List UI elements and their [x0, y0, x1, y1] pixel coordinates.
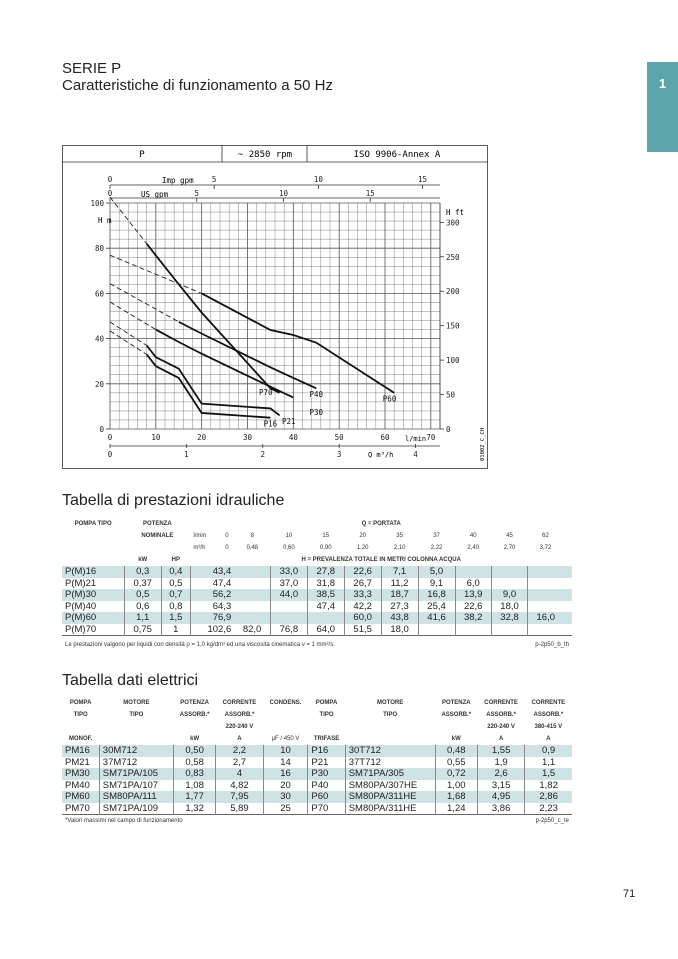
h-tick-label: 80: [94, 244, 104, 254]
imp-gpm-label: Imp gpm: [162, 176, 194, 185]
motor-1ph: 37M712: [99, 757, 173, 769]
lmin-value: 15: [322, 533, 330, 539]
motor-1ph: SM71PA/105: [99, 768, 173, 780]
m3h-value: 3,72: [539, 545, 552, 551]
curve-label: P70: [259, 387, 273, 397]
current-1ph: 4: [216, 768, 263, 780]
power-kw: 0,6: [124, 601, 161, 613]
power-header: POTENZA: [143, 521, 172, 527]
current-1ph: 5,89: [216, 803, 263, 815]
power-hp: 1: [161, 624, 190, 636]
table-row: [62, 612, 572, 624]
us-gpm-label: US gpm: [141, 190, 169, 199]
current-1ph: 2,7: [216, 757, 263, 769]
m3h-header: m³/h: [193, 545, 206, 551]
motor-header-3ph: MOTORE: [377, 700, 404, 706]
ft-tick-label: 250: [446, 252, 460, 262]
curve-label: P16: [263, 419, 278, 429]
power-3ph: 0,55: [435, 757, 477, 769]
current-3ph-b: 1,82: [539, 779, 558, 791]
head-value: [234, 566, 270, 578]
chart-curves: [110, 197, 397, 428]
capacitor: 10: [263, 745, 308, 757]
table-row: [62, 566, 572, 578]
chapter-tab: [647, 62, 678, 152]
pump-model: P(M)16: [62, 566, 124, 578]
head-value: 33,3: [344, 589, 381, 601]
current-3ph-a: 3,86: [478, 803, 525, 815]
head-value: 11,2: [381, 578, 418, 590]
lmin-tick-label: 70: [426, 433, 436, 442]
current-1ph: 4,82: [216, 780, 263, 792]
head-value: [491, 578, 527, 590]
chart-model-label: P: [139, 150, 145, 160]
curve-p70: [147, 244, 280, 393]
table-row: [62, 601, 572, 613]
imp-gpm-tick-label: 15: [418, 175, 428, 184]
h-tick-label: 100: [90, 199, 104, 208]
table-row: [62, 791, 572, 803]
head-value: [234, 589, 270, 601]
a-unit-3ph-b: A: [546, 736, 551, 742]
motor-1ph: 30M712: [99, 745, 173, 757]
pump-header: POMPA: [69, 700, 92, 706]
current-3ph-a: 3,15: [478, 780, 525, 792]
curve-dashed-p30: [110, 302, 156, 330]
kw-header: kW: [138, 557, 148, 563]
power-3ph: 1,68: [435, 791, 477, 803]
ft-tick-label: 200: [446, 287, 460, 297]
head-value: 18,0: [381, 624, 418, 636]
pump-model-1ph: PM40: [62, 780, 99, 792]
table-row: [62, 803, 572, 815]
head-value: 18,7: [381, 589, 418, 601]
lmin-value: 62: [542, 533, 549, 539]
current-3ph-b: 2,86: [525, 791, 572, 803]
head-value: [528, 578, 564, 590]
head-value: [234, 612, 270, 624]
electrical-table-title: Tabella dati elettrici: [62, 672, 199, 689]
trifase-header: TRIFASE: [313, 736, 340, 742]
pump-model: P(M)40: [62, 601, 124, 613]
q-axis-label: Q m³/h: [368, 451, 394, 459]
head-value: [455, 624, 491, 636]
us-gpm-tick-label: 5: [194, 189, 199, 198]
electrical-note: *Valori massimi nel campo di funzionamento: [62, 815, 435, 825]
head-value: 76,8: [270, 624, 307, 636]
pump-model-1ph: PM60: [62, 791, 99, 803]
m3h-value: 1,20: [356, 545, 369, 551]
head-value: [528, 601, 564, 613]
lmin-value: 10: [285, 533, 293, 539]
power-kw: 0,75: [124, 624, 161, 636]
curve-dashed-p40: [110, 284, 179, 322]
motor-type-header: TIPO: [129, 712, 144, 718]
current-3ph-a: 2,6: [478, 768, 525, 780]
pump-model-1ph: PM70: [62, 803, 99, 815]
h-tick-label: 0: [99, 425, 104, 434]
ft-tick-label: 50: [446, 390, 456, 400]
table-row: [62, 757, 572, 769]
m3h-value: 2,22: [430, 545, 443, 551]
head-header: H = PREVALENZA TOTALE IN METRI COLONNA ACQUA: [301, 557, 461, 563]
power-3ph: 0,48: [435, 745, 477, 757]
power-1ph: 1,08: [173, 780, 215, 792]
voltage-1ph: 220-240 V: [225, 724, 254, 730]
head-value: 16,8: [418, 589, 455, 601]
lmin-tick-label: 20: [197, 433, 207, 442]
pump-model-3ph: P21: [308, 757, 345, 769]
head-value: 43,4: [190, 566, 234, 578]
motor-1ph: SM71PA/109: [99, 803, 173, 815]
pump-model-3ph: P30: [308, 768, 345, 780]
power-kw: 0,3: [124, 566, 161, 578]
head-value: [418, 624, 455, 636]
lmin-value: 40: [469, 533, 477, 539]
power-1ph: 0,50: [173, 745, 215, 757]
electrical-code: p-2p50_c_te: [435, 815, 572, 825]
curve-p16: [147, 354, 271, 417]
chart-code: 01002_C_CH: [480, 427, 486, 461]
monof-header: MONOF.: [68, 736, 93, 742]
head-value: 18,0: [491, 601, 527, 613]
lmin-tick-label: 60: [380, 433, 390, 442]
lmin-tick-label: 0: [107, 433, 113, 442]
hydraulic-note: Le prestazioni valgono per liquidi con densità ρ = 1,0 kg/dm³ ed una viscosità cinematica ν = 1 mm²/s.: [62, 636, 455, 652]
current-3ph-b: 2,23: [539, 802, 558, 814]
imp-gpm-tick-label: 10: [313, 175, 323, 184]
motor-3ph: 30T712: [345, 745, 435, 757]
motor-1ph: SM71PA/107: [99, 780, 173, 792]
pump-model-1ph: PM21: [62, 757, 99, 769]
h-tick-label: 40: [94, 334, 104, 344]
head-value: 60,0: [344, 612, 381, 624]
absorbed-header: ASSORB.*: [179, 712, 210, 718]
hydraulic-table: [62, 518, 572, 651]
head-value: 82,0: [234, 624, 270, 636]
nominal-header: NOMINALE: [141, 533, 174, 539]
head-value: 44,0: [270, 589, 307, 601]
head-value: [528, 589, 564, 601]
absorbed-current-header-3ph-a: ASSORB.*: [486, 712, 516, 718]
curve-label: P21: [281, 417, 296, 427]
table-row: [62, 624, 572, 636]
hydraulic-table-title: Tabella di prestazioni idrauliche: [62, 492, 285, 509]
absorbed-current-header: ASSORB.*: [224, 712, 255, 718]
power-hp: 0,5: [161, 578, 190, 590]
capacitor-header: CONDENS.: [269, 700, 302, 706]
head-value: [491, 624, 527, 636]
motor-3ph: SM80PA/311HE: [345, 791, 435, 803]
q-tick-label: 4: [413, 450, 418, 459]
lmin-tick-label: 40: [288, 433, 298, 442]
head-value: [270, 612, 307, 624]
h-m-axis-label: H m: [98, 216, 112, 225]
power-kw: 0,5: [124, 589, 161, 601]
head-value: 37,0: [270, 578, 307, 590]
current-3ph-b: 0,9: [525, 745, 572, 757]
m3h-value: 2,40: [467, 545, 480, 551]
motor-type-header-3ph: TIPO: [383, 712, 398, 718]
head-value: 31,8: [307, 578, 344, 590]
capacitor: 20: [263, 780, 308, 792]
power-kw: 0,37: [124, 578, 161, 590]
pump-model-1ph: PM16: [62, 745, 99, 757]
current-3ph-a: 4,95: [478, 791, 525, 803]
current-3ph-b: 1,5: [525, 768, 572, 780]
head-value: 9,1: [418, 578, 455, 590]
head-value: 38,5: [307, 589, 344, 601]
lmin-header: l/min: [193, 533, 207, 539]
head-value: 42,2: [344, 601, 381, 613]
head-value: 13,9: [455, 589, 491, 601]
power-header: POTENZA: [180, 700, 209, 706]
absorbed-header-3ph: ASSORB.*: [441, 712, 472, 718]
performance-chart: [62, 145, 488, 470]
ft-tick-label: 150: [446, 321, 460, 331]
capacitor: 14: [263, 757, 308, 769]
imp-gpm-tick-label: 5: [211, 175, 217, 184]
h-tick-label: 60: [94, 289, 104, 299]
curve-label: P30: [309, 408, 324, 418]
power-1ph: 1,32: [173, 803, 215, 815]
lmin-value: 35: [396, 533, 403, 539]
power-3ph: 1,24: [435, 803, 477, 815]
capacitor: 16: [263, 768, 308, 780]
head-value: 64,0: [307, 624, 344, 636]
lmin-value: 0: [225, 533, 229, 539]
chart-speed-label: ~ 2850 rpm: [237, 150, 293, 160]
capacitor: 25: [263, 803, 308, 815]
h-ft-axis-label: H ft: [446, 208, 465, 217]
head-value: 64,3: [212, 600, 232, 612]
head-value: 27,8: [307, 566, 344, 578]
power-3ph: 1,00: [435, 780, 477, 792]
table-row: [62, 768, 572, 780]
m3h-value: 0,60: [283, 545, 295, 551]
pump-model-3ph: P16: [308, 745, 345, 757]
voltage-3ph-b: 380-415 V: [534, 724, 563, 730]
chart-norm-label: ISO 9906-Annex A: [353, 150, 441, 160]
curve-label: P60: [382, 394, 397, 404]
pump-model-3ph: P60: [308, 791, 345, 803]
head-value: [234, 578, 270, 590]
head-value: 47,4: [307, 601, 344, 613]
power-hp: 0,4: [161, 566, 190, 578]
head-value: 102,6: [207, 623, 232, 635]
q-tick-label: 0: [107, 450, 113, 459]
power-header-3ph: POTENZA: [441, 700, 471, 706]
curve-label: P40: [309, 390, 324, 400]
head-value: 5,0: [418, 566, 455, 578]
current-1ph: 7,95: [216, 791, 263, 803]
head-value: 16,0: [528, 612, 564, 624]
h-tick-label: 20: [94, 379, 104, 389]
pump-model-1ph: PM30: [62, 768, 99, 780]
head-value: [234, 601, 270, 613]
voltage-3ph-a: 220-240 V: [487, 724, 515, 730]
chart-axis-text: [90, 175, 460, 459]
head-value: 51,5: [344, 624, 381, 636]
head-value: 25,4: [418, 601, 455, 613]
head-value: [270, 601, 307, 613]
type-header: TIPO: [73, 712, 88, 718]
table-row: [62, 578, 572, 590]
curve-p30: [156, 330, 294, 398]
motor-1ph: SM80PA/111: [99, 791, 173, 803]
table-row: [62, 745, 572, 757]
head-value: [491, 566, 527, 578]
power-1ph: 0,83: [173, 768, 215, 780]
hp-header: HP: [171, 557, 180, 563]
page-subtitle: Caratteristiche di funzionamento a 50 Hz: [62, 77, 333, 94]
head-value: [455, 566, 491, 578]
head-value: 26,7: [344, 578, 381, 590]
pump-model: P(M)30: [62, 589, 124, 601]
current-3ph-b: 1,1: [542, 756, 556, 768]
pump-header-3ph: POMPA: [315, 700, 338, 706]
power-hp: 1,5: [161, 612, 190, 624]
a-unit-3ph-a: A: [498, 736, 504, 742]
imp-gpm-tick-label: 0: [107, 175, 113, 184]
head-value: 7,1: [381, 566, 418, 578]
head-value: [528, 566, 564, 578]
current-1ph: 2,2: [216, 745, 263, 757]
q-tick-label: 1: [184, 450, 189, 459]
power-3ph: 0,72: [435, 768, 477, 780]
head-value: 43,8: [381, 612, 418, 624]
motor-3ph: SM80PA/307HE: [345, 780, 435, 792]
head-value: 32,8: [491, 612, 527, 624]
power-kw: 1,1: [124, 612, 161, 624]
power-hp: 0,8: [161, 601, 190, 613]
motor-3ph: SM80PA/311HE: [345, 803, 435, 815]
lmin-axis-label: l/min: [405, 435, 427, 443]
pump-model-3ph: P70: [308, 803, 345, 815]
m3h-value: 0: [225, 545, 229, 551]
table-row: [62, 589, 572, 601]
us-gpm-tick-label: 15: [365, 189, 375, 198]
current-header-3ph-a: CORRENTE: [484, 700, 518, 706]
head-value: 76,9: [190, 612, 234, 624]
q-tick-label: 3: [336, 450, 342, 459]
m3h-value: 0,48: [246, 545, 259, 551]
motor-3ph: SM71PA/305: [345, 768, 435, 780]
ft-tick-label: 300: [446, 218, 460, 228]
current-3ph-a: 1,55: [478, 745, 525, 757]
lmin-value: 20: [359, 533, 367, 539]
power-hp: 0,7: [161, 589, 190, 601]
head-value: [528, 624, 564, 636]
lmin-tick-label: 30: [242, 433, 253, 442]
kw-unit: kW: [190, 736, 200, 742]
curve-p21: [147, 345, 280, 415]
chapter-number: 1: [658, 76, 667, 91]
motor-3ph: 37T712: [345, 757, 435, 769]
lmin-value: 45: [506, 533, 513, 539]
ft-tick-label: 0: [446, 425, 451, 434]
a-unit: A: [237, 736, 242, 742]
lmin-tick-label: 10: [151, 433, 161, 442]
m3h-value: 2,10: [393, 545, 406, 551]
absorbed-current-header-3ph-b: ASSORB.*: [533, 712, 564, 718]
head-value: 41,6: [418, 612, 455, 624]
lmin-value: 8: [250, 533, 254, 539]
head-value: 56,2: [190, 589, 234, 601]
head-value: 33,0: [270, 566, 307, 578]
ft-tick-label: 100: [446, 356, 460, 366]
head-value: 27,3: [381, 601, 418, 613]
head-value: 47,4: [212, 577, 232, 589]
power-1ph: 1,77: [173, 791, 215, 803]
current-3ph-a: 1,9: [478, 757, 525, 769]
pump-model: P(M)60: [62, 612, 124, 624]
q-tick-label: 2: [260, 450, 266, 459]
pump-model: P(M)21: [62, 578, 124, 590]
m3h-value: 0,90: [319, 545, 332, 551]
power-1ph: 0,58: [173, 757, 215, 769]
lmin-value: 37: [433, 533, 440, 539]
kw-unit-3ph: kW: [451, 736, 461, 742]
current-header-3ph-b: CORRENTE: [531, 700, 566, 706]
series-title: SERIE P: [62, 60, 122, 77]
pump-model-3ph: P40: [308, 780, 345, 792]
flow-header: Q = PORTATA: [361, 521, 401, 527]
pump-type-header: POMPA TIPO: [74, 521, 112, 527]
m3h-value: 2,70: [503, 545, 516, 551]
head-value: 22,6: [455, 601, 491, 613]
current-header: CORRENTE: [222, 700, 257, 706]
head-value: [307, 612, 344, 624]
pump-model: P(M)70: [62, 624, 124, 636]
us-gpm-tick-label: 0: [107, 189, 113, 198]
table-row: [62, 780, 572, 792]
uf-unit: µF / 450 V: [271, 736, 300, 742]
type-header-3ph: TIPO: [319, 712, 334, 718]
capacitor: 30: [263, 791, 308, 803]
head-value: 6,0: [455, 578, 491, 590]
hydraulic-code: p-2p50_b_th: [455, 636, 572, 652]
motor-header: MOTORE: [123, 700, 150, 706]
head-value: 22,6: [344, 566, 381, 578]
us-gpm-tick-label: 10: [278, 189, 288, 198]
head-value: 9,0: [491, 589, 527, 601]
head-value: 38,2: [455, 612, 491, 624]
lmin-tick-label: 50: [334, 433, 344, 442]
electrical-table: [62, 697, 572, 824]
page-number: 71: [623, 888, 636, 900]
